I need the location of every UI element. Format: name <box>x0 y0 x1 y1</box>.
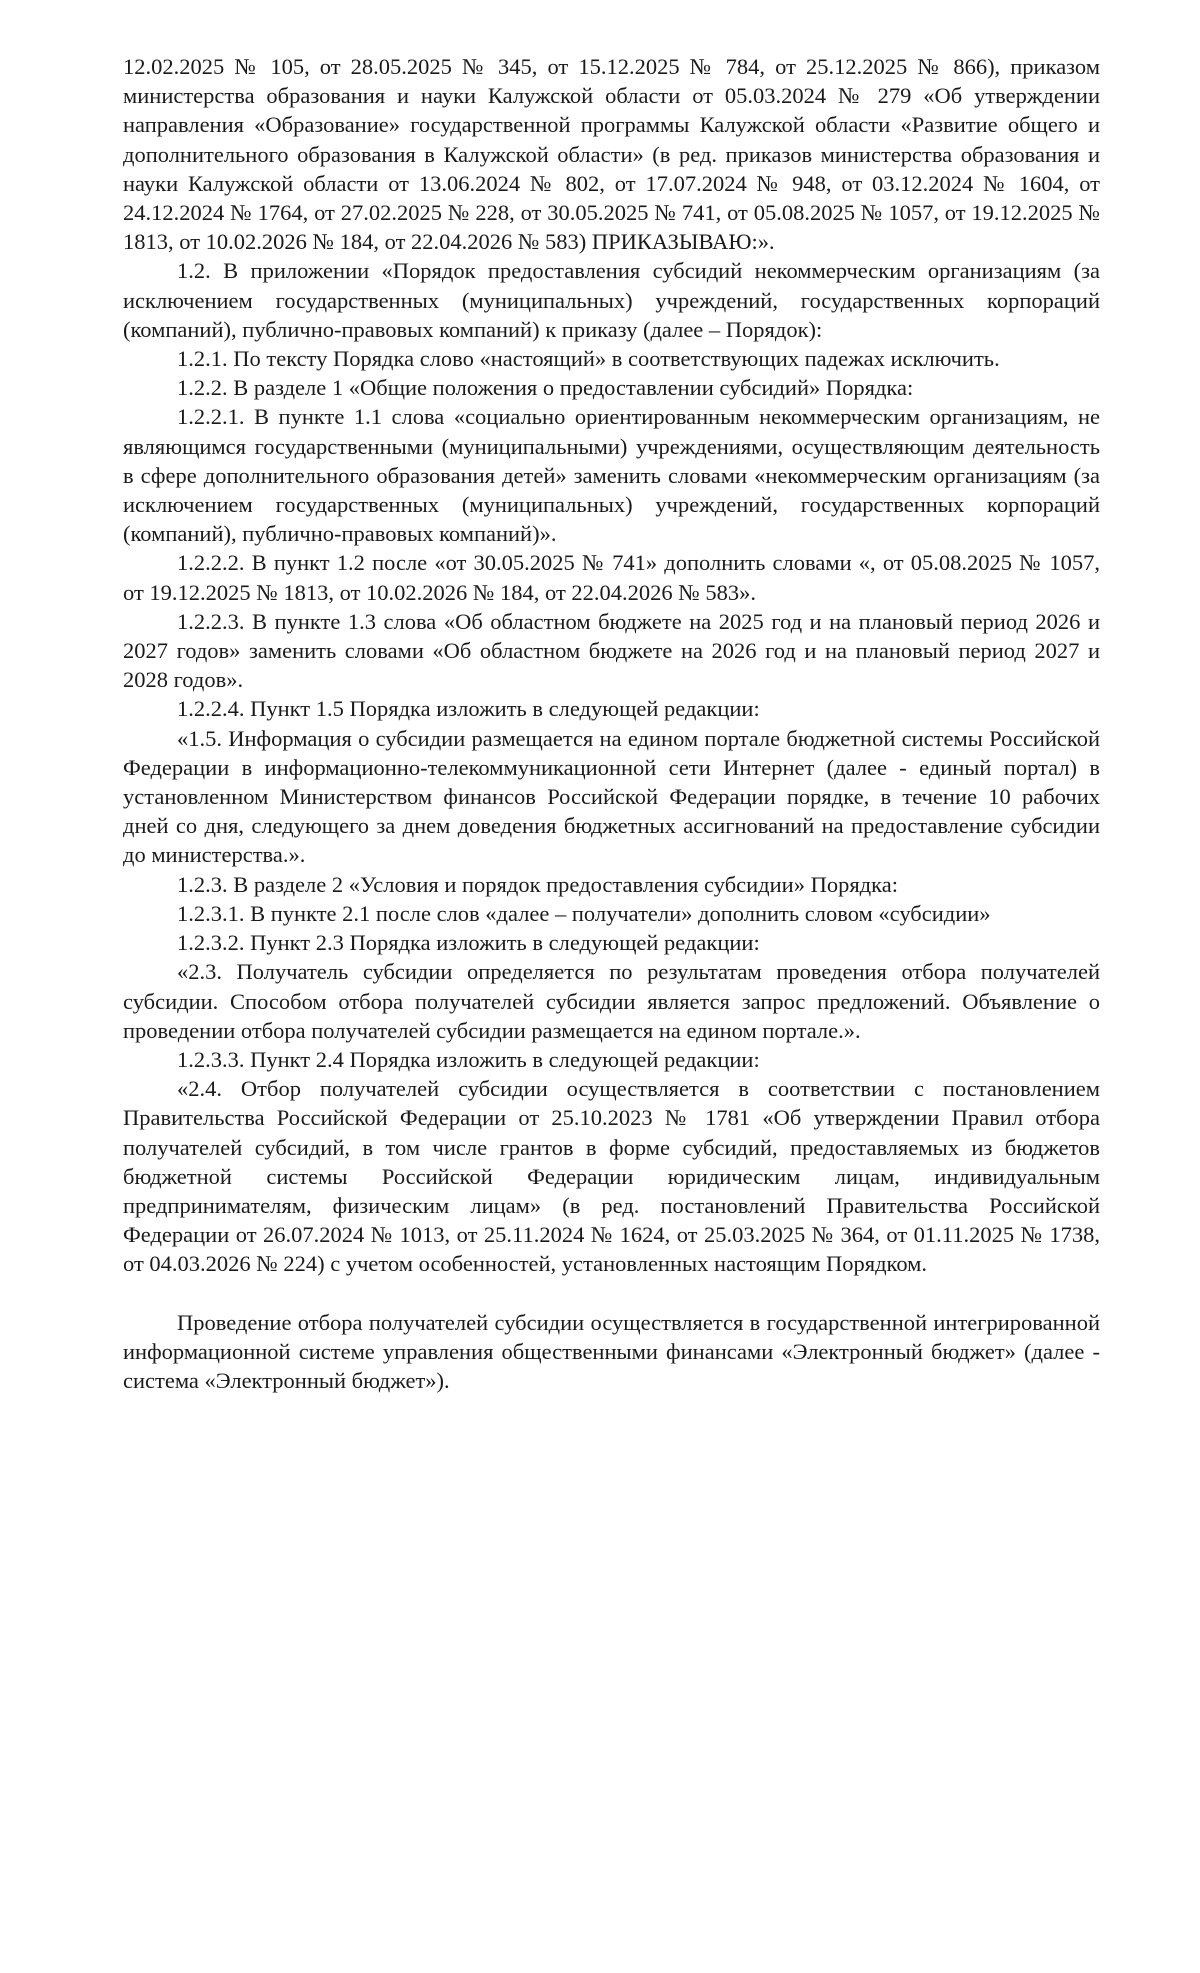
paragraph-1-2-3-2: 1.2.3.2. Пункт 2.3 Порядка изложить в следующей редакции: <box>177 930 760 956</box>
paragraph-1-2-2-3: 1.2.2.3. В пункте 1.3 слова «Об областном бюджете на 2025 год и на плановый период 2026 и 2027 годов» заменить словами «Об областном бюджете на 2026 год и на плановый период 2027 и 2028 годов». <box>123 608 1100 693</box>
paragraph-quote-2-4: «2.4. Отбор получателей субсидии осуществляется в соответствии с постановлением Правительства Российской Федерации от 25.10.2023 № 1781 «Об утверждении Правил отбора получателей субсидий, в том числе грантов в форме субсидий, предоставляемых из бюджетов бюджетной системы Российской Федерации юридическим лицам, индивидуальным предпринимателям, физическим лицам» (в ред. постановлений Правительства Российской Федерации от 26.07.2024 № 1013, от 25.11.2024 № 1624, от 25.03.2025 № 364, от 01.11.2025 № 1738, от 04.03.2026 № 224) с учетом особенностей, установленных настоящим Порядком. <box>123 1076 1100 1277</box>
document-body <box>123 52 1100 1395</box>
paragraph-1-2-2: 1.2.2. В разделе 1 «Общие положения о предоставлении субсидий» Порядка: <box>177 375 914 401</box>
paragraph-1-2-3-1: 1.2.3.1. В пункте 2.1 после слов «далее – получатели» дополнить словом «субсидии» <box>177 900 991 926</box>
paragraph-1-2-3: 1.2.3. В разделе 2 «Условия и порядок предоставления субсидии» Порядка: <box>177 871 898 897</box>
paragraph-1-2-2-2: 1.2.2.2. В пункт 1.2 после «от 30.05.2025 № 741» дополнить словами «, от 05.08.2025 № 1057, от 19.12.2025 № 1813, от 10.02.2026 № 184, от 22.04.2026 № 583». <box>123 550 1100 605</box>
paragraph-1-2: 1.2. В приложении «Порядок предоставления субсидий некоммерческим организациям (за исключением государственных (муниципальных) учреждений, государственных корпораций (компаний), публично-правовых компаний) к приказу (далее – Порядок): <box>123 258 1100 342</box>
paragraph-continuation: 12.02.2025 № 105, от 28.05.2025 № 345, от 15.12.2025 № 784, от 25.12.2025 № 866), приказом министерства образования и науки Калужской области от 05.03.2024 № 279 «Об утверждении направления «Образование» государственной программы Калужской области «Развитие общего и дополнительного образования в Калужской области» (в ред. приказов министерства образования и науки Калужской области от 13.06.2024 № 802, от 17.07.2024 № 948, от 03.12.2024 № 1604, от 24.12.2024 № 1764, от 27.02.2025 № 228, от 30.05.2025 № 741, от 05.08.2025 № 1057, от 19.12.2025 № 1813, от 10.02.2026 № 184, от 22.04.2026 № 583) ПРИКАЗЫВАЮ:». <box>123 54 1100 255</box>
paragraph-1-2-2-4: 1.2.2.4. Пункт 1.5 Порядка изложить в следующей редакции: <box>177 696 760 722</box>
paragraph-electronic-budget: Проведение отбора получателей субсидии осуществляется в государственной интегрированной информационной системе управления общественными финансами «Электронный бюджет» (далее - система «Электронный бюджет»). <box>123 1309 1100 1393</box>
paragraph-1-2-1: 1.2.1. По тексту Порядка слово «настоящий» в соответствующих падежах исключить. <box>177 346 1000 372</box>
paragraph-1-2-2-1: 1.2.2.1. В пункте 1.1 слова «социально ориентированным некоммерческим организациям, не являющимся государственными (муниципальными) учреждениями, осуществляющим деятельность в сфере дополнительного образования детей» заменить словами «некоммерческим организациям (за исключением государственных (муниципальных) учреждений, государственных корпораций (компаний), публично-правовых компаний)». <box>123 404 1100 547</box>
paragraph-quote-2-3: «2.3. Получатель субсидии определяется по результатам проведения отбора получателей субсидии. Способом отбора получателей субсидии является запрос предложений. Объявление о проведении отбора получателей субсидии размещается на едином портале.». <box>123 959 1100 1043</box>
paragraph-1-2-3-3: 1.2.3.3. Пункт 2.4 Порядка изложить в следующей редакции: <box>177 1046 760 1072</box>
paragraph-quote-1-5: «1.5. Информация о субсидии размещается на едином портале бюджетной системы Российской Федерации в информационно-телекоммуникационной сети Интернет (далее - единый портал) в установленном Министерством финансов Российской Федерации порядке, в течение 10 рабочих дней со дня, следующего за днем доведения бюджетных ассигнований на предоставление субсидии до министерства.». <box>123 725 1100 868</box>
